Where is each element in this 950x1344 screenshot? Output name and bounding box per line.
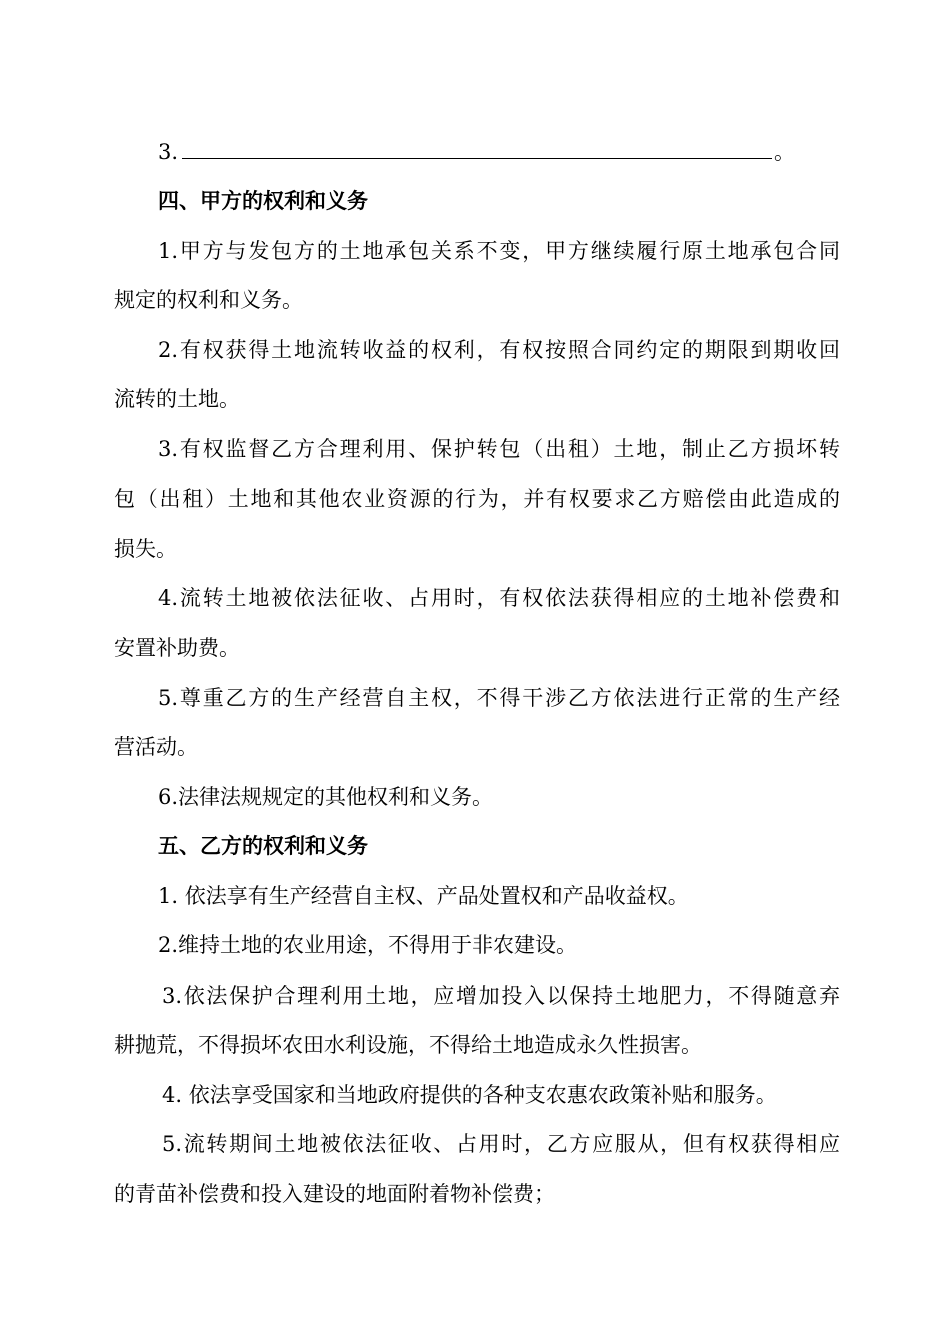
section-4-item-1-line-1: 1.甲方与发包方的土地承包关系不变，甲方继续履行原土地承包合同 [158,239,840,263]
section-4-item-4-line-2: 安置补助费。 [114,636,240,660]
section-4-title: 四、甲方的权利和义务 [158,188,368,213]
section-4-item-1-line-2: 规定的权利和义务。 [114,288,303,312]
blank-item-3 [158,137,840,167]
section-5-item-1: 1. 依法享有生产经营自主权、产品处置权和产品收益权。 [158,884,689,908]
section-5-item-2: 2.维持土地的农业用途，不得用于非农建设。 [158,933,578,957]
blank-item-number: 3. [158,140,179,164]
fill-in-blank [182,138,772,159]
section-5-title: 五、乙方的权利和义务 [158,833,368,858]
section-4-item-6: 6.法律法规规定的其他权利和义务。 [158,785,494,809]
section-4-item-4-line-1: 4.流转土地被依法征收、占用时，有权依法获得相应的土地补偿费和 [158,586,840,610]
section-5-item-5-line-2: 的青苗补偿费和投入建设的地面附着物补偿费； [114,1182,555,1206]
section-4-item-5-line-1: 5.尊重乙方的生产经营自主权，不得干涉乙方依法进行正常的生产经 [158,686,840,710]
section-5-item-3-line-2: 耕抛荒，不得损坏农田水利设施，不得给土地造成永久性损害。 [114,1033,702,1057]
section-5-item-3-line-1: 3.依法保护合理利用土地，应增加投入以保持土地肥力，不得随意弃 [162,984,840,1008]
blank-item-end: 。 [774,140,796,164]
section-4-item-3-line-3: 损失。 [114,537,177,561]
section-5-item-4: 4. 依法享受国家和当地政府提供的各种支农惠农政策补贴和服务。 [162,1083,777,1107]
section-4-item-3-line-1: 3.有权监督乙方合理利用、保护转包（出租）土地，制止乙方损坏转 [158,437,840,461]
section-4-item-5-line-2: 营活动。 [114,735,198,759]
section-5-item-5-line-1: 5.流转期间土地被依法征收、占用时，乙方应服从，但有权获得相应 [162,1132,840,1156]
section-4-item-2-line-2: 流转的土地。 [114,387,240,411]
section-4-item-2-line-1: 2.有权获得土地流转收益的权利，有权按照合同约定的期限到期收回 [158,338,840,362]
section-4-item-3-line-2: 包（出租）土地和其他农业资源的行为，并有权要求乙方赔偿由此造成的 [114,487,840,511]
